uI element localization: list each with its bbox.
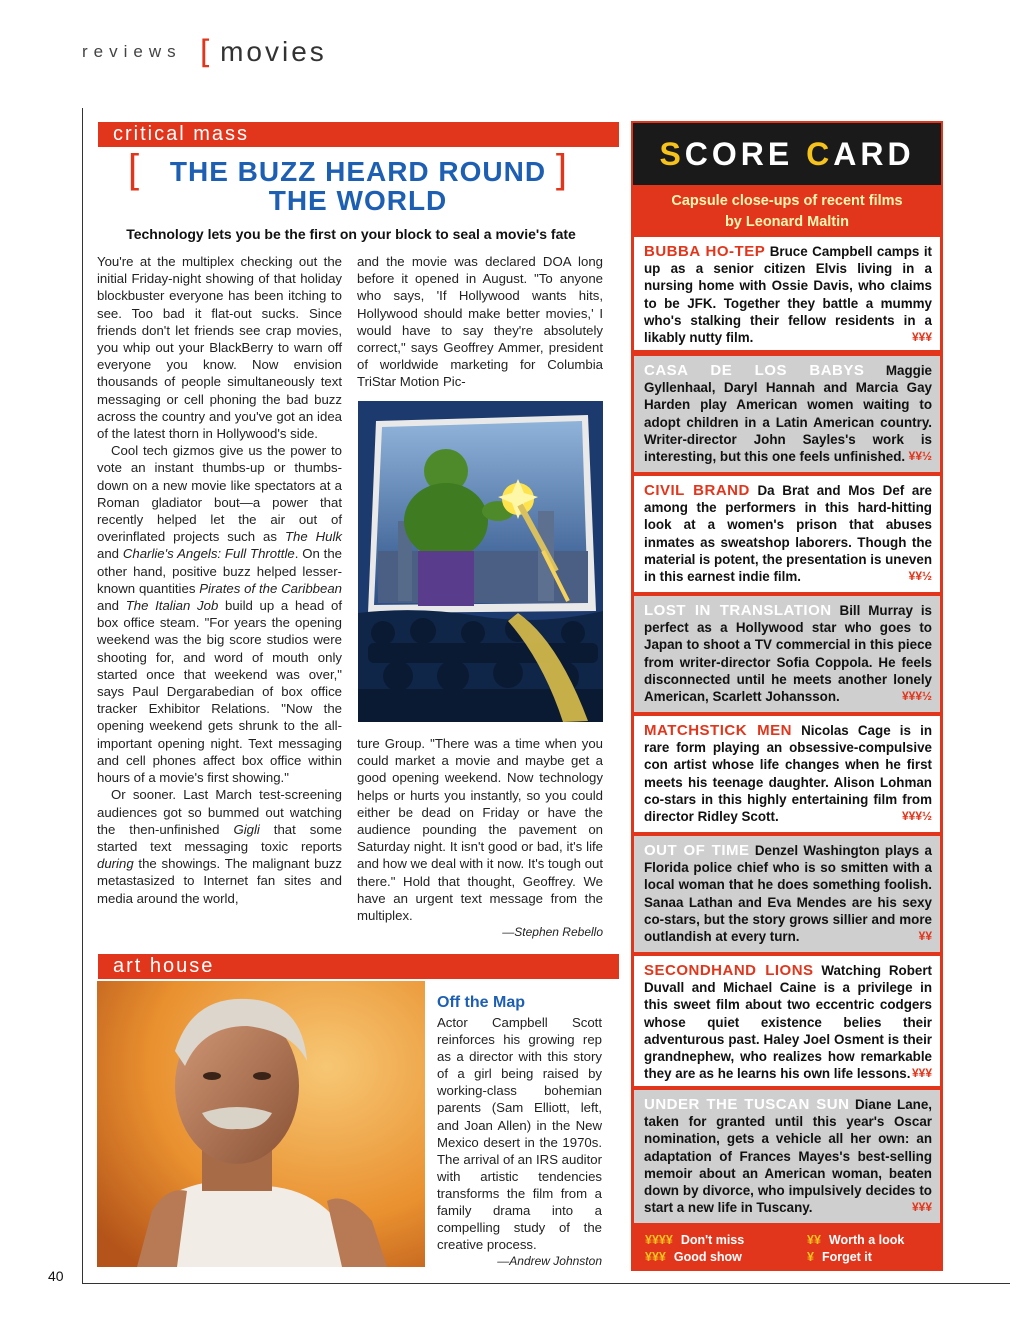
page-number: 40 [48, 1268, 64, 1284]
review-entry: CASA DE LOS BABYS Maggie Gyllenhaal, Daryl Hannah and Marcia Gay Harden play American women waiting to adopt children in a Latin American country. Writer-director John Sayles's work is interesting, but this one feels unfinished. ¥¥½ [634, 356, 940, 472]
rating-stars: ¥¥¥½ [901, 689, 932, 704]
headline-right-bracket: ] [555, 147, 568, 191]
rating-stars: ¥¥½ [908, 449, 932, 464]
review-entry: BUBBA HO-TEP Bruce Campbell camps it up as a senior citizen Elvis living in a nursing home with Ossie Davis, who claims to be JFK. Together they battle a mummy who's stalking their fellow residents in a likably nutty film. ¥¥¥ [634, 237, 940, 350]
article-deck: Technology lets you be the first on your block to seal a movie's fate [126, 226, 576, 242]
rating-stars: ¥¥¥ [911, 330, 932, 345]
legend-item: ¥¥¥ Good show [645, 1250, 742, 1264]
sam-elliott-photo [97, 981, 425, 1267]
section-label: reviews [82, 42, 182, 61]
review-entry: SECONDHAND LIONS Watching Robert Duvall and Michael Caine is a privilege in this sweet film about two eccentric codgers whose quiet existence belies their adventurous past. Haley Joel Osment is their grandnephew, who realizes how remarkable they are as he learns his own life lessons. ¥¥¥ [634, 956, 940, 1086]
headline-line-2: THE WORLD [268, 185, 448, 216]
art-house-body [437, 1014, 602, 1270]
film-title: BUBBA HO-TEP [644, 243, 766, 260]
review-entry: UNDER THE TUSCAN SUN Diane Lane, taken for granted until this year's Oscar nomination, gets a vehicle all her own: an adaptation of Frances Mayes's best-selling memoir about an American woman, beaten down by divorce, who impulsively decides to start a new life in Tuscany. ¥¥¥ [634, 1090, 940, 1223]
legend-item: ¥ Forget it [807, 1250, 872, 1264]
paragraph: Cool tech gizmos give us the power to vote an instant thumbs-up or thumbs-down on a new movie like spectators at a Roman gladiator bout—a power that recently helped let the air out of overinflated projects such as The Hulk and Charlie's Angels: Full Throttle. On the other hand, positive buzz helped lesser-known quantities Pirates of the Caribbean and The Italian Job build up a head of box office steam. "For years the opening weekend was the big score studios were shooting for, and word of mouth only started once that weekend was over," says Paul Dergarabedian of box office tracker Exhibitor Relations. "Now the opening weekend gets shrunk to the all-important opening night. Text messaging and cell phones affect box office within hours of a movie's first showing." [97, 443, 343, 786]
rating-stars: ¥¥¥ [911, 1200, 932, 1215]
film-title: SECONDHAND LIONS [644, 962, 814, 979]
review-entry: LOST IN TRANSLATION Bill Murray is perfect as a Hollywood star who goes to Japan to shoot a TV commercial in this piece from writer-director Sofia Coppola. He feels disconnected until he meets another lonely American, Scarlett Johansson. ¥¥¥½ [634, 596, 940, 712]
legend-item: ¥¥ Worth a look [807, 1233, 905, 1247]
hulk-theater-illustration [358, 401, 603, 722]
film-title: CIVIL BRAND [644, 482, 750, 499]
section-title: movies [220, 36, 327, 67]
paragraph: Actor Campbell Scott reinforces his growing rep as a director with this story of a girl being raised by working-class bohemian parents (Sam Elliott, left, and Joan Allen) in the New Mexico desert in the 1970s. The arrival of an IRS auditor with artistic tendencies transforms the film from a family drama into a compelling study of the creative process. [437, 1015, 602, 1253]
review-entry: CIVIL BRAND Da Brat and Mos Def are among the performers in this hard-hitting look at a women's prison that abuses inmates as sweatshop laborers. Though the material is potent, the presentation is uneven in this earnest indie film. ¥¥½ [634, 476, 940, 592]
byline: —Andrew Johnston [497, 1254, 602, 1269]
score-card-title: SCORE CARD [633, 123, 941, 185]
score-card-subtitle: Capsule close-ups of recent films by Leonard Maltin [671, 193, 903, 230]
article-headline [98, 147, 618, 216]
review-entry: OUT OF TIME Denzel Washington plays a Florida police chief who is so smitten with a local woman that he does something foolish. Sanaa Lathan and Eva Mendes are his sexy co-stars, but the story grows sillier and more outlandish at every turn. ¥¥ [634, 836, 940, 952]
section-header [82, 33, 327, 71]
review-entry: MATCHSTICK MEN Nicolas Cage is in rare form playing an obsessive-compulsive con artist whose life changes when he first meets his teenage daughter. Alison Lohman co-stars in this highly entertaining film from director Ridley Scott. ¥¥¥½ [634, 716, 940, 832]
critical-mass-band [98, 122, 619, 147]
film-title: MATCHSTICK MEN [644, 722, 792, 739]
film-title: OUT OF TIME [644, 842, 750, 859]
rating-stars: ¥¥ [918, 929, 932, 944]
film-title: UNDER THE TUSCAN SUN [644, 1096, 850, 1113]
rating-stars: ¥¥½ [908, 569, 932, 584]
headline-left-bracket: [ [128, 147, 141, 191]
article-column-1 [97, 253, 342, 943]
art-house-band [98, 954, 619, 979]
legend-item: ¥¥¥¥ Don't miss [645, 1233, 745, 1247]
critical-mass-label: critical mass [113, 123, 250, 145]
paragraph: Or sooner. Last March test-screening audiences got so bummed out watching the then-unfinished Gigli that some started text messaging toxic reports during the showings. The malignant buzz metastasized to Internet fan sites and media around the world, [97, 787, 342, 906]
paragraph: You're at the multiplex checking out the initial Friday-night showing of that holiday blockbuster everyone has been itching to see. Too bad it flat-out sucks. Since friends don't let friends see crap movies, you whip out your BlackBerry to warn off everyone you know. Now envision thousands of people simultaneously text messaging or cell phoning the bad buzz across the country and you've got an idea of the latest thorn in Hollywood's side. [97, 254, 342, 442]
rating-stars: ¥¥¥ [911, 1066, 932, 1081]
film-title: CASA DE LOS BABYS [644, 362, 865, 379]
film-title: LOST IN TRANSLATION [644, 602, 832, 619]
byline: —Stephen Rebello [502, 925, 603, 940]
article-column-2-bottom [357, 735, 603, 941]
paragraph: ture Group. "There was a time when you could market a movie and maybe get a good opening weekend. Now technology helps or hurts you instantly, so you could either be dead on Friday or have the audience pounding the pavement on Saturday night. It isn't good or bad, it's life and how we deal with it now. It's tough out there." Hold that thought, Geoffrey. We have an urgent text message from the multiplex. [357, 736, 603, 924]
headline-line-1: THE BUZZ HEARD ROUND [169, 156, 547, 187]
header-bracket: [ [199, 33, 213, 71]
art-house-title: Off the Map [437, 994, 525, 1011]
art-house-label: art house [113, 955, 215, 977]
article-column-2-top: and the movie was declared DOA long before it opened in August. "To anyone who says, 'If Hollywood wants hits, Hollywood should make better movies,' I would have to say they're absolutely correct," says Geoffrey Ammer, president of worldwide marketing for Columbia TriStar Motion Pic- [357, 254, 603, 390]
rating-stars: ¥¥¥½ [901, 809, 932, 824]
